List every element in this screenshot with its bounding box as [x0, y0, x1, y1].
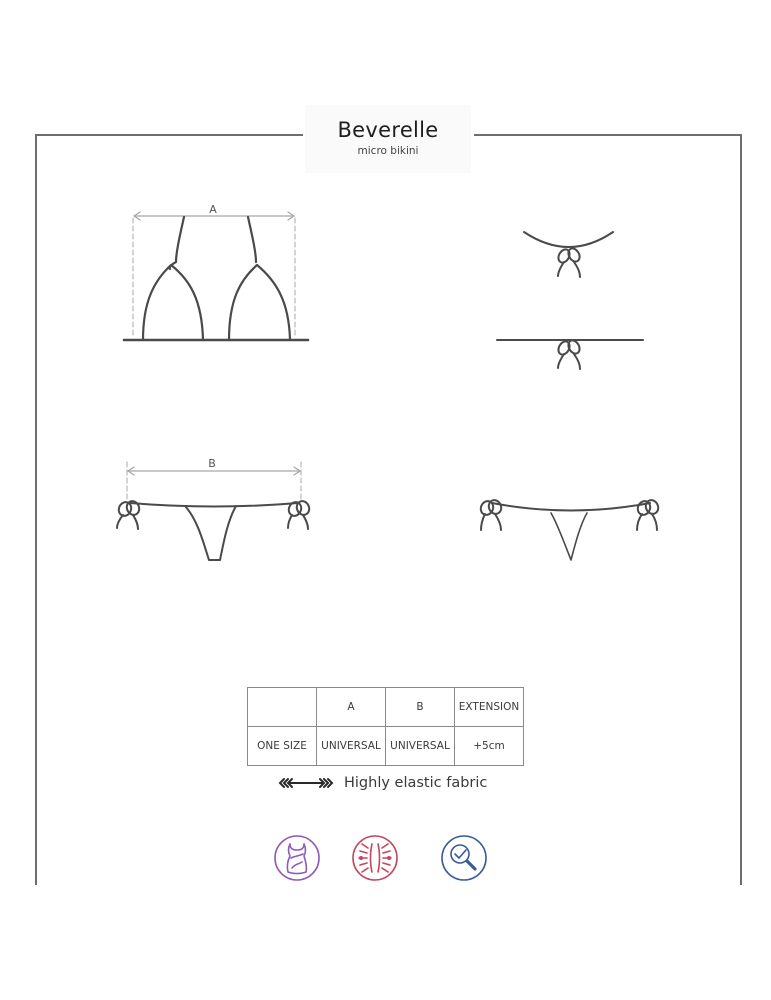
elastic-fabric-note [278, 772, 487, 794]
table-header-row [248, 688, 524, 727]
quality-check-magnifier-icon [440, 834, 488, 882]
dimension-b-label: B [208, 457, 216, 470]
bra-back-strap-tie [497, 338, 643, 369]
table-header-cell [248, 688, 317, 727]
thong-back [479, 498, 661, 560]
elastic-fabric-label: Highly elastic fabric [344, 775, 488, 791]
table-cell: +5cm [455, 727, 524, 766]
table-cell: ONE SIZE [248, 727, 317, 766]
body-fit-garment-icon [273, 834, 321, 882]
product-subtitle: micro bikini [357, 145, 419, 157]
bra-back-neck-tie [524, 232, 613, 277]
stretch-fabric-icon [351, 834, 399, 882]
table-row [248, 727, 524, 766]
triangle-bra-front [124, 203, 308, 340]
table-cell: UNIVERSAL [386, 727, 455, 766]
stretch-arrows-icon [278, 776, 334, 790]
table-cell: UNIVERSAL [317, 727, 386, 766]
thong-front [117, 457, 312, 560]
product-title: Beverelle [337, 118, 439, 142]
size-table [247, 687, 524, 766]
table-header-cell: EXTENSION [455, 688, 524, 727]
table-header-cell: B [386, 688, 455, 727]
dimension-a-label: A [209, 203, 217, 216]
table-header-cell: A [317, 688, 386, 727]
